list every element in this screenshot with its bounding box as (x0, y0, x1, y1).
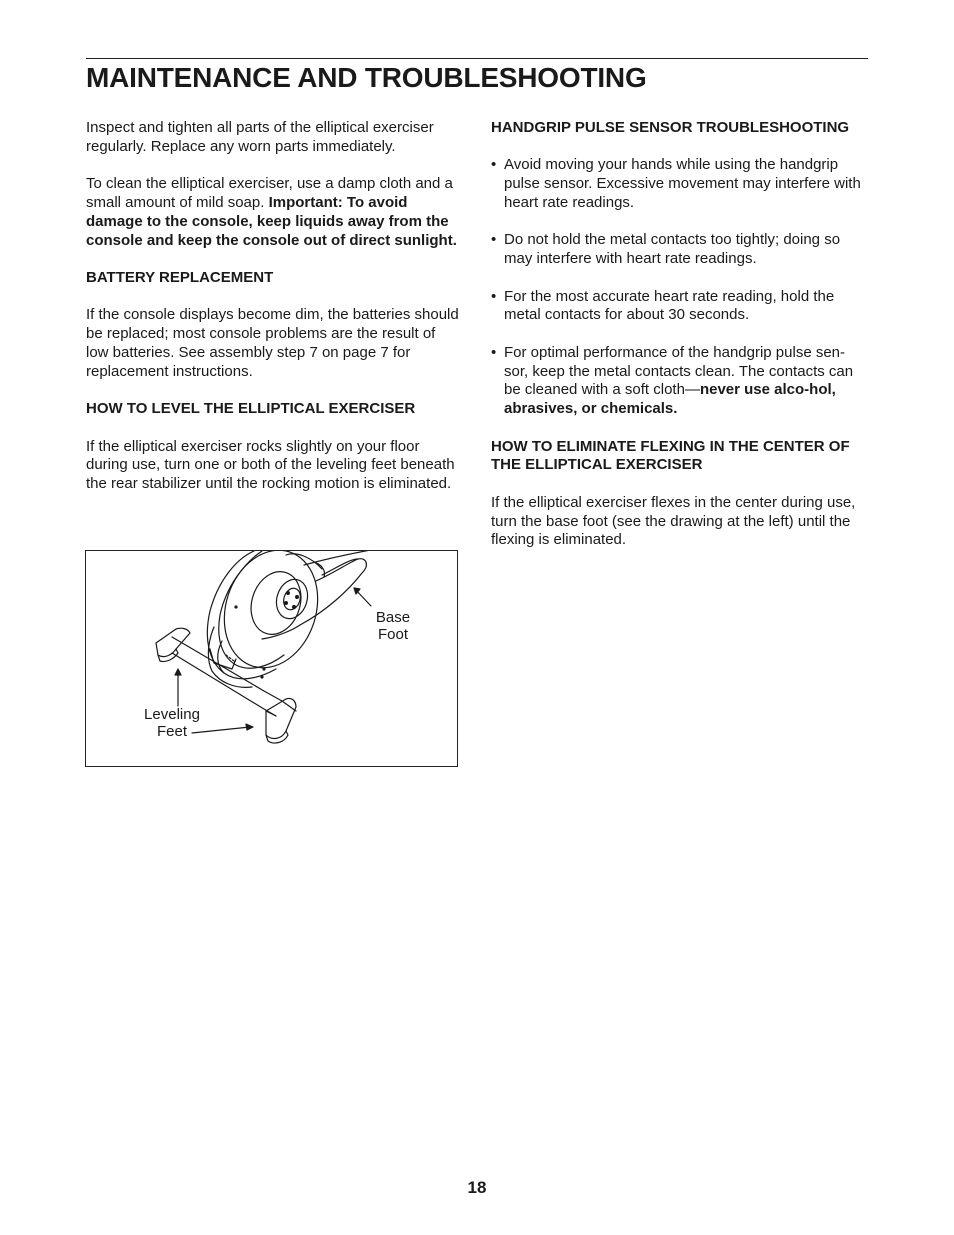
intro-paragraph: Inspect and tighten all parts of the elliptical exerciser regularly. Replace any worn parts immediately. (86, 119, 434, 155)
flex-paragraph: If the elliptical exerciser flexes in the center during use, turn the base foot (see the drawing at the left) until the flexing is eliminated. (491, 493, 856, 549)
cleaning-paragraph (86, 175, 461, 250)
leveling-feet-label (138, 706, 206, 740)
bullet-text: Avoid moving your hands while using the handgrip pulse sensor. Excessive movement may interfere with heart rate readings. (504, 156, 861, 211)
header-rule (86, 58, 868, 59)
base-foot-label-line1: Base (375, 609, 411, 626)
leveling-feet-label-line1: Leveling (144, 706, 200, 723)
left-column (86, 119, 461, 513)
bullet-marker: • (491, 231, 497, 249)
bullet-item (491, 156, 867, 212)
bullet-text: For the most accurate heart rate reading, hold the metal contacts for about 30 seconds. (504, 287, 835, 324)
level-paragraph: If the elliptical exerciser rocks slightly on your floor during use, turn one or both of the leveling feet beneath the rear stabilizer until the rocking motion is eliminated. (86, 437, 455, 493)
bullet-text: Do not hold the metal contacts too tightly; doing so may interfere with heart rate readings. (504, 231, 841, 268)
cleaning-important-text: Important: To avoid damage to the console, keep liquids away from the console and keep the console out of direct sunlight. (86, 193, 457, 249)
base-foot-label-line2: Foot (377, 626, 408, 643)
battery-paragraph: If the console displays become dim, the batteries should be replaced; most console problems are the result of low batteries. See assembly step 7 on page 7 for replacement instructions. (86, 306, 459, 380)
bullet-marker: • (491, 156, 497, 174)
flex-heading: HOW TO ELIMINATE FLEXING IN THE CENTER OF THE ELLIPTICAL EXERCISER (491, 437, 850, 474)
bullet-item (491, 344, 867, 419)
bullet-marker: • (491, 343, 497, 361)
elliptical-drawing (85, 550, 458, 767)
right-column (491, 119, 867, 569)
battery-heading: BATTERY REPLACEMENT (86, 268, 274, 286)
page-number: 18 (467, 1178, 487, 1197)
cleaning-text: To clean the elliptical exerciser, use a damp cloth and a small amount of mild soap. (86, 175, 453, 211)
bullet-item (491, 231, 867, 269)
bullet-bold-text: never use alco-hol, abrasives, or chemicals. (504, 381, 836, 418)
base-foot-label (369, 609, 417, 643)
pulse-heading: HANDGRIP PULSE SENSOR TROUBLESHOOTING (491, 119, 850, 136)
bullet-text: For optimal performance of the handgrip pulse sen-sor, keep the metal contacts clean. The contacts can be cleaned with a soft cloth— (504, 343, 854, 399)
bullet-item (491, 288, 867, 326)
page-title: MAINTENANCE AND TROUBLESHOOTING (86, 62, 647, 93)
level-heading: HOW TO LEVEL THE ELLIPTICAL EXERCISER (86, 400, 416, 418)
bullet-marker: • (491, 287, 497, 305)
leveling-feet-label-line2: Feet (156, 723, 187, 740)
